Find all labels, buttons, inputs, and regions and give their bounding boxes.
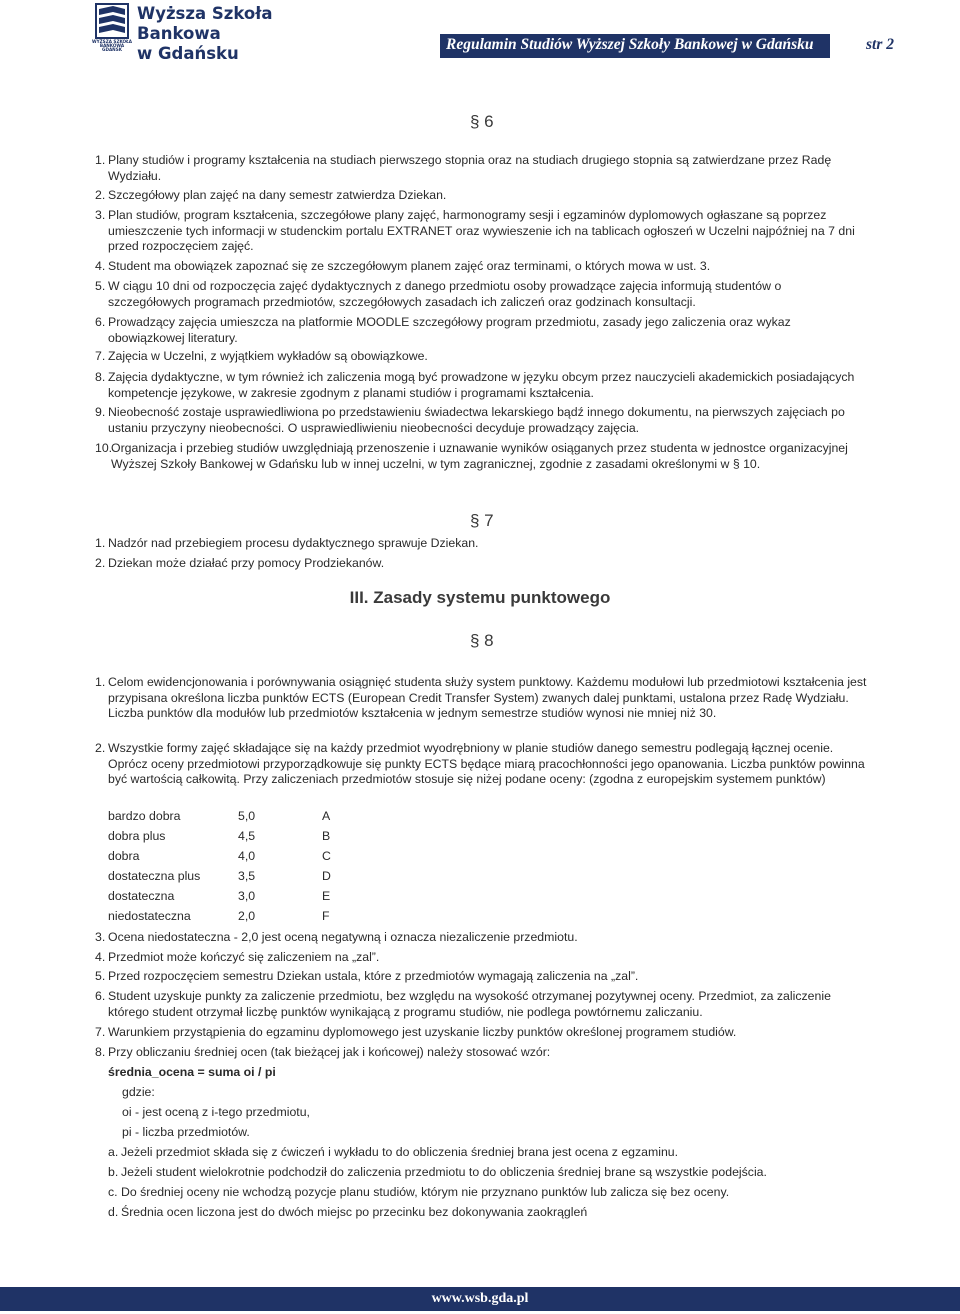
list-item	[95, 556, 867, 572]
item-text: Zajęcia dydaktyczne, w tym również ich zaliczenia mogą być prowadzone w języku obcym przez nauczycieli akademickich posiadających kompetencje językowe, w zakresie zgodnym z planami studiów i programami kształcenia.	[108, 370, 855, 400]
grade-value: 4,0	[238, 849, 256, 863]
grade-value: 5,0	[238, 809, 256, 823]
formula-oi: oi - jest oceną z i-tego przedmiotu,	[122, 1105, 310, 1119]
grade-letter: B	[322, 829, 331, 843]
item-number: 3.	[95, 930, 106, 944]
formula-where: gdzie:	[122, 1085, 155, 1099]
item-text: Przed rozpoczęciem semestru Dziekan ustala, które z przedmiotów wymagają zaliczenia na „zal”.	[108, 969, 639, 983]
document-title: Regulamin Studiów Wyższej Szkoły Bankowej w Gdańsku	[446, 36, 814, 53]
sub-item-text: Średnia ocen liczona jest do dwóch miejsc po przecinku bez dokonywania zaokrągleń	[121, 1205, 588, 1219]
item-text: Nieobecność zostaje usprawiedliwiona po przedstawieniu świadectwa lekarskiego bądź innego dokumentu, na pierwszych zajęciach po ustaniu przyczyny nieobecności. O usprawiedliwieniu nieobecności decyduje prowadzący zajęcia.	[108, 405, 845, 435]
grade-value: 2,0	[238, 909, 256, 923]
item-text: Celom ewidencjonowania i porównywania osiągnięć studenta służy system punktowy. Każdemu modułowi lub przedmiotowi kształcenia jest przypisana określona liczba punktów ECTS (European Credit Transfer System) zwanych dalej punktami, ustalona przez Radę Wydziału. Liczba punktów dla modułów lub przedmiotów kształcenia w jednym semestrze studiów wynosi nie mniej niż 30.	[108, 675, 867, 721]
grade-name: bardzo dobra	[108, 809, 181, 823]
sub-item-letter: d.	[108, 1205, 119, 1219]
list-item	[95, 1025, 867, 1041]
list-item	[95, 741, 867, 788]
section-6-mark: § 6	[470, 112, 494, 131]
grade-letter: A	[322, 809, 331, 823]
list-item	[95, 441, 867, 472]
item-number: 2.	[95, 556, 106, 570]
item-number: 7.	[95, 349, 106, 363]
svg-text:BANKOWA: BANKOWA	[99, 43, 125, 48]
item-number: 4.	[95, 950, 106, 964]
average-formula: średnia_ocena = suma oi / pi	[108, 1065, 276, 1079]
sub-item-text: Jeżeli student wielokrotnie podchodził do zaliczenia przedmiotu to do obliczenia średniej brane są wszystkie podejścia.	[121, 1165, 767, 1179]
svg-text:WYŻSZA SZKOŁA: WYŻSZA SZKOŁA	[91, 39, 133, 44]
list-item	[95, 536, 867, 552]
item-text: Przy obliczaniu średniej ocen (tak bieżącej jak i końcowej) należy stosować wzór:	[108, 1045, 551, 1059]
sub-item	[108, 1165, 868, 1181]
list-item	[95, 675, 867, 722]
formula-pi: pi - liczba przedmiotów.	[122, 1125, 250, 1139]
item-number: 2.	[95, 188, 106, 202]
chapter-heading: III. Zasady systemu punktowego	[349, 588, 611, 607]
item-text: Ocena niedostateczna - 2,0 jest oceną negatywną i oznacza niezaliczenie przedmiotu.	[108, 930, 578, 944]
section-7-mark: § 7	[470, 511, 494, 530]
grade-value: 4,5	[238, 829, 256, 843]
grade-name: dostateczna	[108, 889, 175, 903]
item-text: Szczegółowy plan zajęć na dany semestr zatwierdza Dziekan.	[108, 188, 447, 202]
sub-item-text: Jeżeli przedmiot składa się z ćwiczeń i wykładu to do obliczenia średniej brana jest ocena z egzaminu.	[121, 1145, 679, 1159]
grade-name: dobra plus	[108, 829, 166, 843]
item-number: 2.	[95, 741, 106, 755]
list-item	[95, 153, 867, 184]
sub-item-letter: a.	[108, 1145, 119, 1159]
grade-value: 3,0	[238, 889, 256, 903]
list-item	[95, 279, 867, 310]
grade-letter: E	[322, 889, 331, 903]
logo-emblem-icon	[91, 3, 133, 52]
item-number: 6.	[95, 315, 106, 329]
item-text: Plan studiów, program kształcenia, szczegółowe plany zajęć, harmonogramy sesji i egzaminów dyplomowych ogłaszane są poprzez umieszczenie tych informacji w studenckim portalu EXTRANET oraz wywieszenie ich na tablicach ogłoszeń w Uczelni najpóźniej na 7 dni przed rozpoczęciem zajęć.	[108, 208, 855, 254]
item-number: 1.	[95, 675, 106, 689]
sub-item-letter: c.	[108, 1185, 118, 1199]
item-number: 6.	[95, 989, 106, 1003]
item-text: Dziekan może działać przy pomocy Prodziekanów.	[108, 556, 385, 570]
item-number: 3.	[95, 208, 106, 222]
logo-line-1: Wyższa Szkoła Bankowa	[137, 4, 273, 43]
item-number: 5.	[95, 279, 106, 293]
list-item	[95, 315, 867, 346]
grade-name: niedostateczna	[108, 909, 191, 923]
item-text: Warunkiem przystąpienia do egzaminu dyplomowego jest uzyskanie liczby punktów określonej programem studiów.	[108, 1025, 737, 1039]
item-number: 7.	[95, 1025, 106, 1039]
grade-letter: C	[322, 849, 331, 863]
list-item	[95, 208, 867, 255]
grade-value: 3,5	[238, 869, 256, 883]
item-text: Nadzór nad przebiegiem procesu dydaktycznego sprawuje Dziekan.	[108, 536, 479, 550]
item-number: 8.	[95, 370, 106, 384]
list-item	[95, 1045, 867, 1061]
footer-website-link[interactable]: www.wsb.gda.pl	[431, 1291, 529, 1306]
item-text: Organizacja i przebieg studiów uwzględniają przenoszenie i uznawanie wyników osiąganych przez studenta w jednostce organizacyjnej Wyższej Szkoły Bankowej w Gdańsku lub w innej uczelni, w tym zagranicznej, zgodnie z zasadami określonymi w § 10.	[111, 441, 848, 471]
item-text: Zajęcia w Uczelni, z wyjątkiem wykładów są obowiązkowe.	[108, 349, 428, 363]
sub-item	[108, 1145, 868, 1161]
grade-letter: F	[322, 909, 330, 923]
item-text: Przedmiot może kończyć się zaliczeniem na „zal”.	[108, 950, 380, 964]
logo-line-2: w Gdańsku	[137, 44, 239, 63]
sub-item-letter: b.	[108, 1165, 119, 1179]
list-item	[95, 349, 867, 365]
sub-item-text: Do średniej oceny nie wchodzą pozycje planu studiów, którym nie przyznano punktów lub zalicza się bez oceny.	[121, 1185, 730, 1199]
list-item	[95, 370, 867, 401]
item-number: 9.	[95, 405, 106, 419]
list-item	[95, 930, 867, 946]
svg-text:GDAŃSK: GDAŃSK	[102, 47, 122, 52]
grade-name: dobra	[108, 849, 140, 863]
sub-item	[108, 1205, 868, 1221]
list-item	[95, 969, 867, 985]
item-number: 8.	[95, 1045, 106, 1059]
list-item	[95, 188, 867, 204]
item-number: 1.	[95, 536, 106, 550]
list-item	[95, 259, 867, 275]
logo-wordmark	[137, 4, 345, 64]
item-text: Plany studiów i programy kształcenia na studiach pierwszego stopnia oraz na studiach drugiego stopnia są zatwierdzane przez Radę Wydziału.	[108, 153, 832, 183]
page-number: str 2	[866, 36, 894, 53]
grade-name: dostateczna plus	[108, 869, 201, 883]
item-text: Wszystkie formy zajęć składające się na każdy przedmiot wyodrębniony w planie studiów danego semestru podlegają łącznej ocenie. Oprócz oceny przedmiotowi przyporządkowuje się punkty ECTS będące miarą pracochłonności jego opanowania. Liczba punktów powinna być wartością całkowitą. Przy zaliczeniach przedmiotów stosuje się niżej podane oceny: (zgodna z europejskim systemem punktów)	[108, 741, 865, 787]
university-logo	[91, 3, 345, 63]
item-text: Student uzyskuje punkty za zaliczenie przedmiotu, bez względu na wysokość otrzymanej pozytywnej oceny. Przedmiot, za zaliczenie którego student otrzymał liczbę punktów wynikającą z programu studiów, nie podlega powtórnemu zaliczaniu.	[108, 989, 831, 1019]
item-text: W ciągu 10 dni od rozpoczęcia zajęć dydaktycznych z danego przedmiotu osoby prowadzące zajęcia informują studentów o szczegółowych programach przedmiotów, szczegółowych zasadach ich zaliczeń oraz godzinach konsultacji.	[108, 279, 782, 309]
item-number: 1.	[95, 153, 106, 167]
item-text: Student ma obowiązek zapoznać się ze szczegółowym planem zajęć oraz terminami, o których mowa w ust. 3.	[108, 259, 711, 273]
grade-letter: D	[322, 869, 331, 883]
item-number: 5.	[95, 969, 106, 983]
list-item	[95, 989, 867, 1020]
section-8-mark: § 8	[470, 631, 494, 650]
item-text: Prowadzący zajęcia umieszcza na platformie MOODLE szczegółowy program przedmiotu, zasady jego zaliczenia oraz wykaz obowiązkowej literatury.	[108, 315, 791, 345]
item-number: 4.	[95, 259, 106, 273]
item-number: 10.	[95, 441, 113, 455]
sub-item	[108, 1185, 868, 1201]
list-item	[95, 405, 867, 436]
list-item	[95, 950, 867, 966]
